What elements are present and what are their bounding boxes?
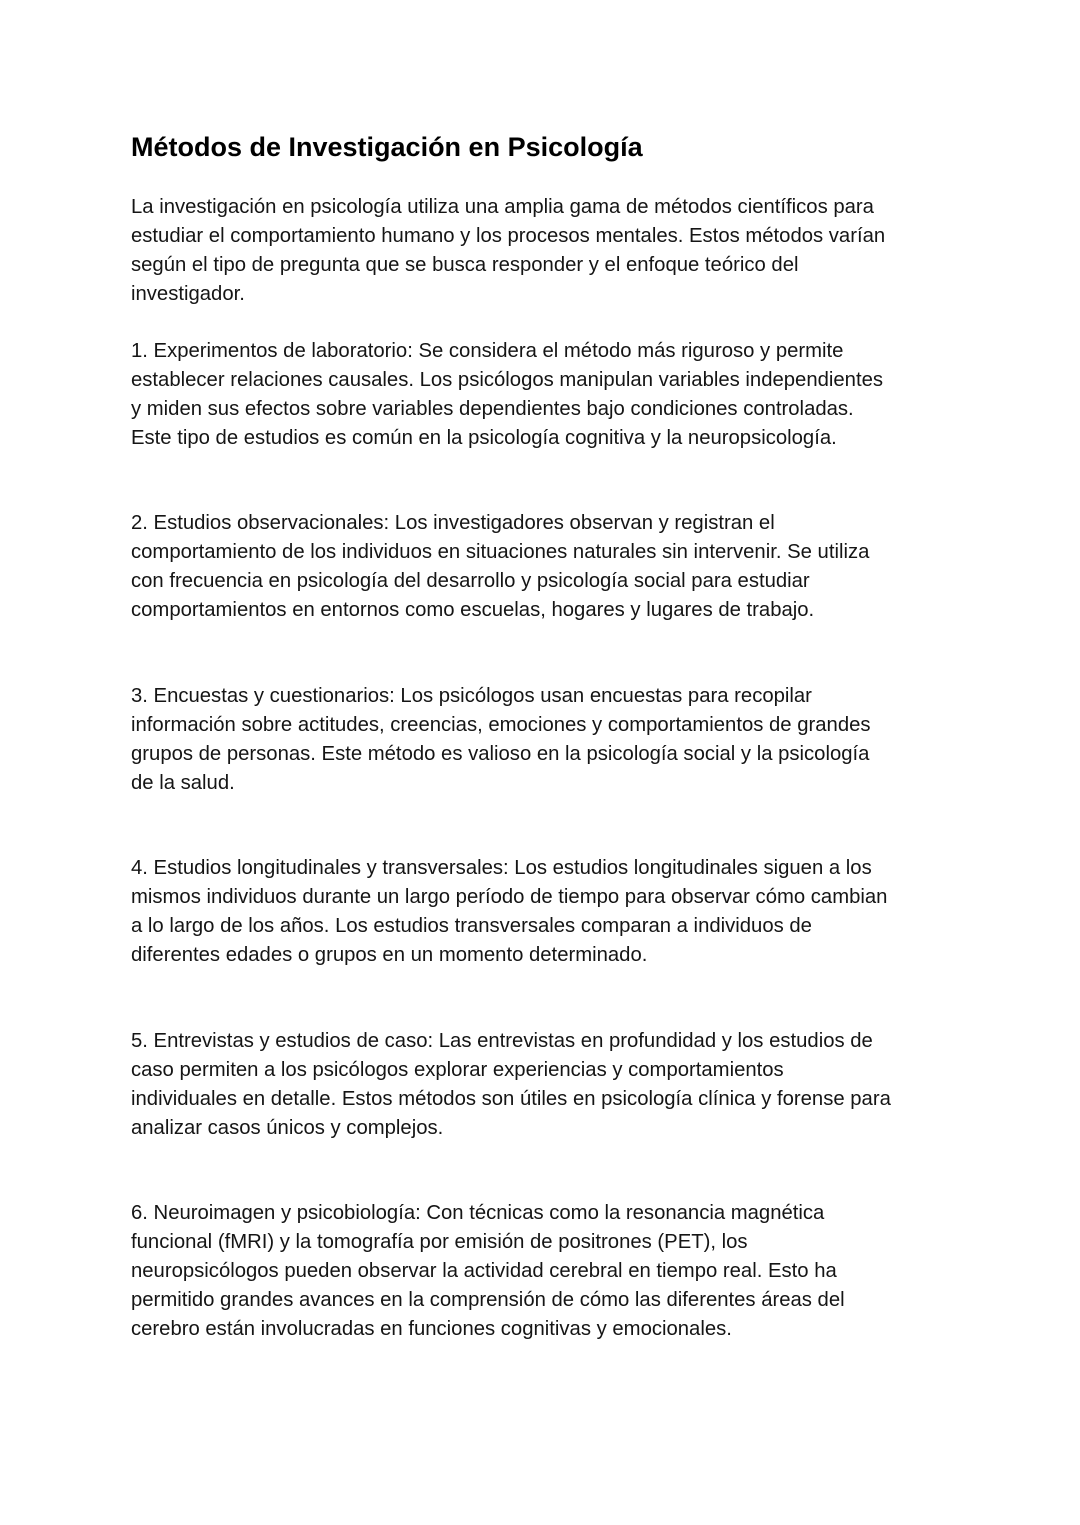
paragraph-line: 5. Entrevistas y estudios de caso: Las entrevistas en profundidad y los estudios de <box>131 1030 873 1052</box>
paragraph-line: estudiar el comportamiento humano y los procesos mentales. Estos métodos varían <box>131 225 886 247</box>
section-paragraph-1 <box>131 337 961 453</box>
paragraph-line: investigador. <box>131 283 245 305</box>
document-title: Métodos de Investigación en Psicología <box>131 132 643 162</box>
section-paragraph-2 <box>131 509 961 625</box>
paragraph-line: información sobre actitudes, creencias, emociones y comportamientos de grandes <box>131 714 871 736</box>
paragraph-line: permitido grandes avances en la comprensión de cómo las diferentes áreas del <box>131 1289 845 1311</box>
paragraph-line: neuropsicólogos pueden observar la actividad cerebral en tiempo real. Esto ha <box>131 1260 837 1282</box>
paragraph-line: de la salud. <box>131 772 235 794</box>
paragraph-line: 3. Encuestas y cuestionarios: Los psicólogos usan encuestas para recopilar <box>131 685 812 707</box>
paragraph-line: grupos de personas. Este método es valioso en la psicología social y la psicología <box>131 743 870 765</box>
paragraph-line: establecer relaciones causales. Los psicólogos manipulan variables independientes <box>131 369 884 391</box>
paragraph-line: comportamiento de los individuos en situaciones naturales sin intervenir. Se utiliza <box>131 541 870 563</box>
paragraph-line: según el tipo de pregunta que se busca responder y el enfoque teórico del <box>131 254 799 276</box>
paragraph-line: 2. Estudios observacionales: Los investigadores observan y registran el <box>131 512 775 534</box>
paragraph-line: y miden sus efectos sobre variables dependientes bajo condiciones controladas. <box>131 398 854 420</box>
section-paragraph-4 <box>131 854 961 970</box>
paragraph-line: diferentes edades o grupos en un momento determinado. <box>131 944 648 966</box>
paragraph-line: mismos individuos durante un largo período de tiempo para observar cómo cambian <box>131 886 888 908</box>
paragraph-line: a lo largo de los años. Los estudios transversales comparan a individuos de <box>131 915 812 937</box>
paragraph-line: comportamientos en entornos como escuelas, hogares y lugares de trabajo. <box>131 599 815 621</box>
paragraph-line: La investigación en psicología utiliza una amplia gama de métodos científicos para <box>131 196 874 218</box>
paragraph-line: 6. Neuroimagen y psicobiología: Con técnicas como la resonancia magnética <box>131 1202 825 1224</box>
intro-paragraph <box>131 193 961 309</box>
section-paragraph-6 <box>131 1199 961 1344</box>
paragraph-line: individuales en detalle. Estos métodos son útiles en psicología clínica y forense para <box>131 1088 891 1110</box>
paragraph-line: 1. Experimentos de laboratorio: Se considera el método más riguroso y permite <box>131 340 844 362</box>
paragraph-line: funcional (fMRI) y la tomografía por emisión de positrones (PET), los <box>131 1231 748 1253</box>
paragraph-line: Este tipo de estudios es común en la psicología cognitiva y la neuropsicología. <box>131 427 837 449</box>
section-paragraph-3 <box>131 682 961 798</box>
paragraph-line: cerebro están involucradas en funciones cognitivas y emocionales. <box>131 1318 732 1340</box>
section-paragraph-5 <box>131 1027 961 1143</box>
paragraph-line: caso permiten a los psicólogos explorar experiencias y comportamientos <box>131 1059 784 1081</box>
paragraph-line: analizar casos únicos y complejos. <box>131 1117 444 1139</box>
paragraph-line: con frecuencia en psicología del desarrollo y psicología social para estudiar <box>131 570 810 592</box>
paragraph-line: 4. Estudios longitudinales y transversales: Los estudios longitudinales siguen a los <box>131 857 872 879</box>
